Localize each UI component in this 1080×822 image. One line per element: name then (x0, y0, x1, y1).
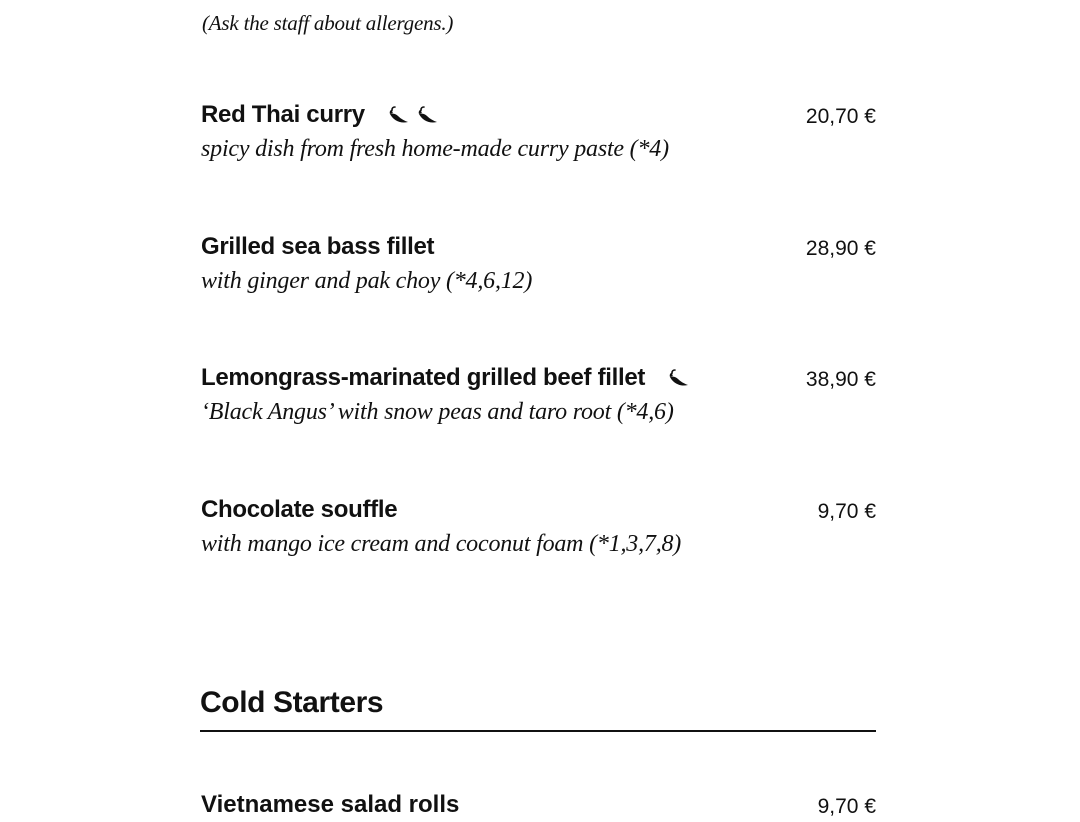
menu-item-name: Red Thai curry (201, 101, 365, 128)
chili-pepper-icon (416, 104, 440, 128)
section-divider (200, 730, 876, 732)
menu-item-price: 9,70 € (817, 500, 876, 523)
allergen-note: (Ask the staff about allergens.) (202, 11, 454, 35)
menu-item-description: with mango ice cream and coconut foam (*1,3,7,8) (201, 531, 682, 557)
menu-item-name: Vietnamese salad rolls (201, 791, 460, 818)
menu-item-description: with ginger and pak choy (*4,6,12) (201, 268, 533, 294)
menu-item-name-row (201, 363, 689, 394)
spicy-indicator (667, 364, 689, 394)
chili-pepper-icon (667, 367, 691, 391)
menu-item (201, 232, 876, 312)
section-title: Cold Starters (200, 686, 384, 719)
menu-item (201, 363, 876, 443)
menu-item-name: Lemongrass-marinated grilled beef fillet (201, 364, 646, 391)
menu-item-price: 28,90 € (805, 237, 876, 260)
menu-item (201, 495, 876, 575)
menu-item-name-row (201, 100, 438, 131)
menu-item-description: ‘Black Angus’ with snow peas and taro root (*4,6) (201, 399, 674, 425)
spicy-indicator (387, 101, 437, 131)
menu-item-price: 20,70 € (805, 105, 876, 128)
chili-pepper-icon (387, 104, 411, 128)
menu-item (201, 100, 876, 180)
menu-item-name: Grilled sea bass fillet (201, 233, 435, 260)
menu-item-name: Chocolate souffle (201, 496, 398, 523)
menu-item-price: 9,70 € (817, 795, 876, 818)
menu-item-description: spicy dish from fresh home-made curry paste (*4) (201, 136, 669, 162)
menu-item-price: 38,90 € (805, 368, 876, 391)
